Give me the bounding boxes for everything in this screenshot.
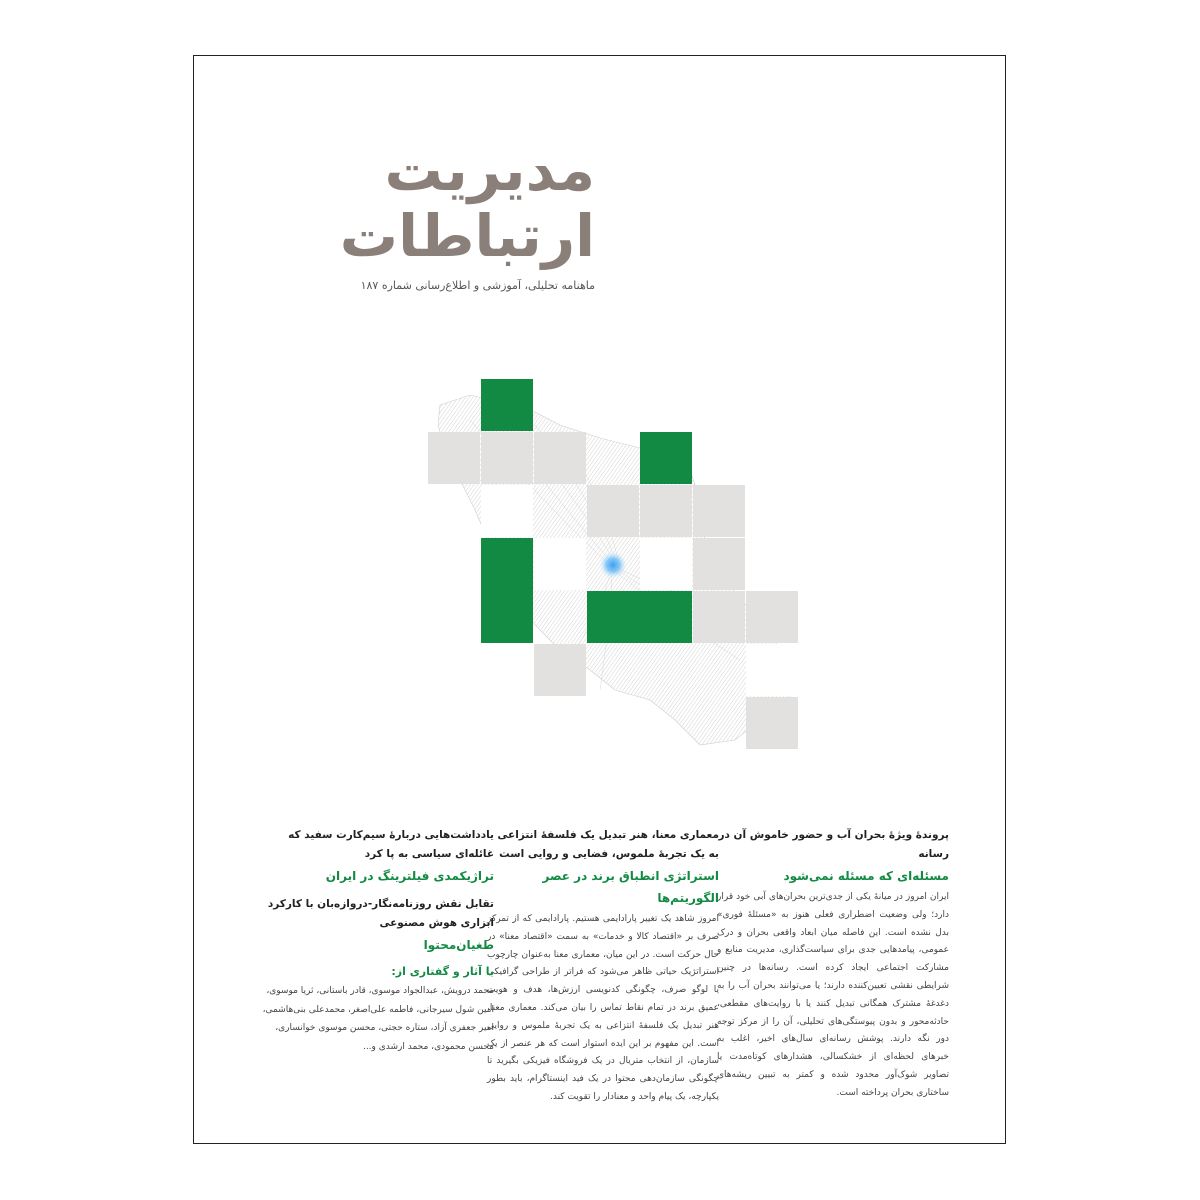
middle-body: امروز شاهد یک تغییر پارادایمی هستیم. پارادایمی که از تمرکز صرف بر «اقتصاد کالا و خدمات» به سمت «اقتصاد معنا» در حال حرکت است. در این میان، معماری معنا به‌عنوان چارچوب استراتژیک حیاتی ظاهر می‌شود که فراتر از طراحی گرافیکی یا لوگو صرف، چگونگی کدنویسی ارزش‌ها، هدف و هویت عمیق برند در تمام نقاط تماس را بیان می‌کند. معماری معنا، هنر تبدیل یک فلسفهٔ انتزاعی به یک تجربهٔ ملموس و روایی است. این مفهوم بر این ایده استوار است که هر عنصر از یک سازمان، از انتخاب متریال در یک فروشگاه فیزیکی بگیرید تا چگونگی سازمان‌دهی محتوا در یک فید اینستاگرام، باید بطور یکپارچه، یک پیام واحد و معنادار را تقویت کند.: [487, 914, 719, 1102]
contributors-list: محمد درویش، عبدالجواد موسوی، قادر باستانی، ثریا موسوی، امین شول سیرجانی، فاطمه علی‌اصغر، محمدعلی بنی‌هاشمی، امیر جعفری آزاد، ستاره حجتی، محسن موسوی خوانساری، محسن محمودی، محمد ارشدی و...: [262, 986, 494, 1052]
right-body: ایران امروز در میانهٔ یکی از جدی‌ترین بحران‌های آبی خود قرار دارد؛ ولی وضعیت اضطراری فعلی هنوز به «مسئلهٔ فوری» بدل نشده است. این فاصله میان ابعاد واقعی بحران و درک عمومی، پیامدهایی جدی برای سیاست‌گذاری، مدیریت منابع و مشارکت اجتماعی ایجاد کرده است. رسانه‌ها در چنین شرایطی نقشی تعیین‌کننده دارند؛ یا می‌توانند بحران آب را به دغدغهٔ مشترک همگانی تبدیل کنند یا با روایت‌های مقطعی، حادثه‌محور و بدون پیوستگی‌های تحلیلی، آن را از مرکز توجه دور نگه دارند. پوشش رسانه‌ای سال‌های اخیر، اغلب به خبرهای لحظه‌ای از خشکسالی، هشدارهای کوتاه‌مدت یا تصاویر شوک‌آور محدود شده و کمتر به تبیین ریشه‌های ساختاری بحران پرداخته است.: [717, 892, 949, 1098]
left-kicker: یادداشت‌هایی دربارهٔ سیم‌کارت سفید که غائله‌ای سیاسی به پا کرد: [288, 829, 494, 860]
middle-kicker: معماری معنا، هنر تبدیل یک فلسفهٔ انتزاعی به یک تجربهٔ ملموس، فضایی و روایی است: [497, 829, 719, 860]
right-kicker: پروندهٔ ویژهٔ بحران آب و حضور خاموش آن در رسانه: [718, 829, 949, 860]
column-left: [262, 826, 494, 1056]
masthead-title-line1: مدیریت: [384, 136, 595, 204]
middle-headline: استراتژی انطباق برند در عصر الگوریتم‌ها: [542, 869, 719, 905]
left-headline2: طغیان‌محتوا: [423, 938, 494, 952]
left-headline: تراژیکمدی فیلترینگ در ایران: [325, 869, 494, 883]
masthead-subtitle: ماهنامه تحلیلی، آموزشی و اطلاع‌رسانی شماره ۱۸۷: [360, 279, 595, 292]
right-headline: مسئله‌ای که مسئله نمی‌شود: [783, 869, 949, 883]
contributors-heading: با آثار و گفتاری از:: [391, 965, 494, 978]
column-right: [717, 826, 949, 1103]
column-middle: [487, 826, 719, 1107]
left-lead2: تقابل نقش روزنامه‌نگار-دروازه‌بان با کارکرد ابزاری هوش مصنوعی: [267, 898, 494, 929]
masthead-title-line2: ارتباطات: [339, 202, 595, 270]
